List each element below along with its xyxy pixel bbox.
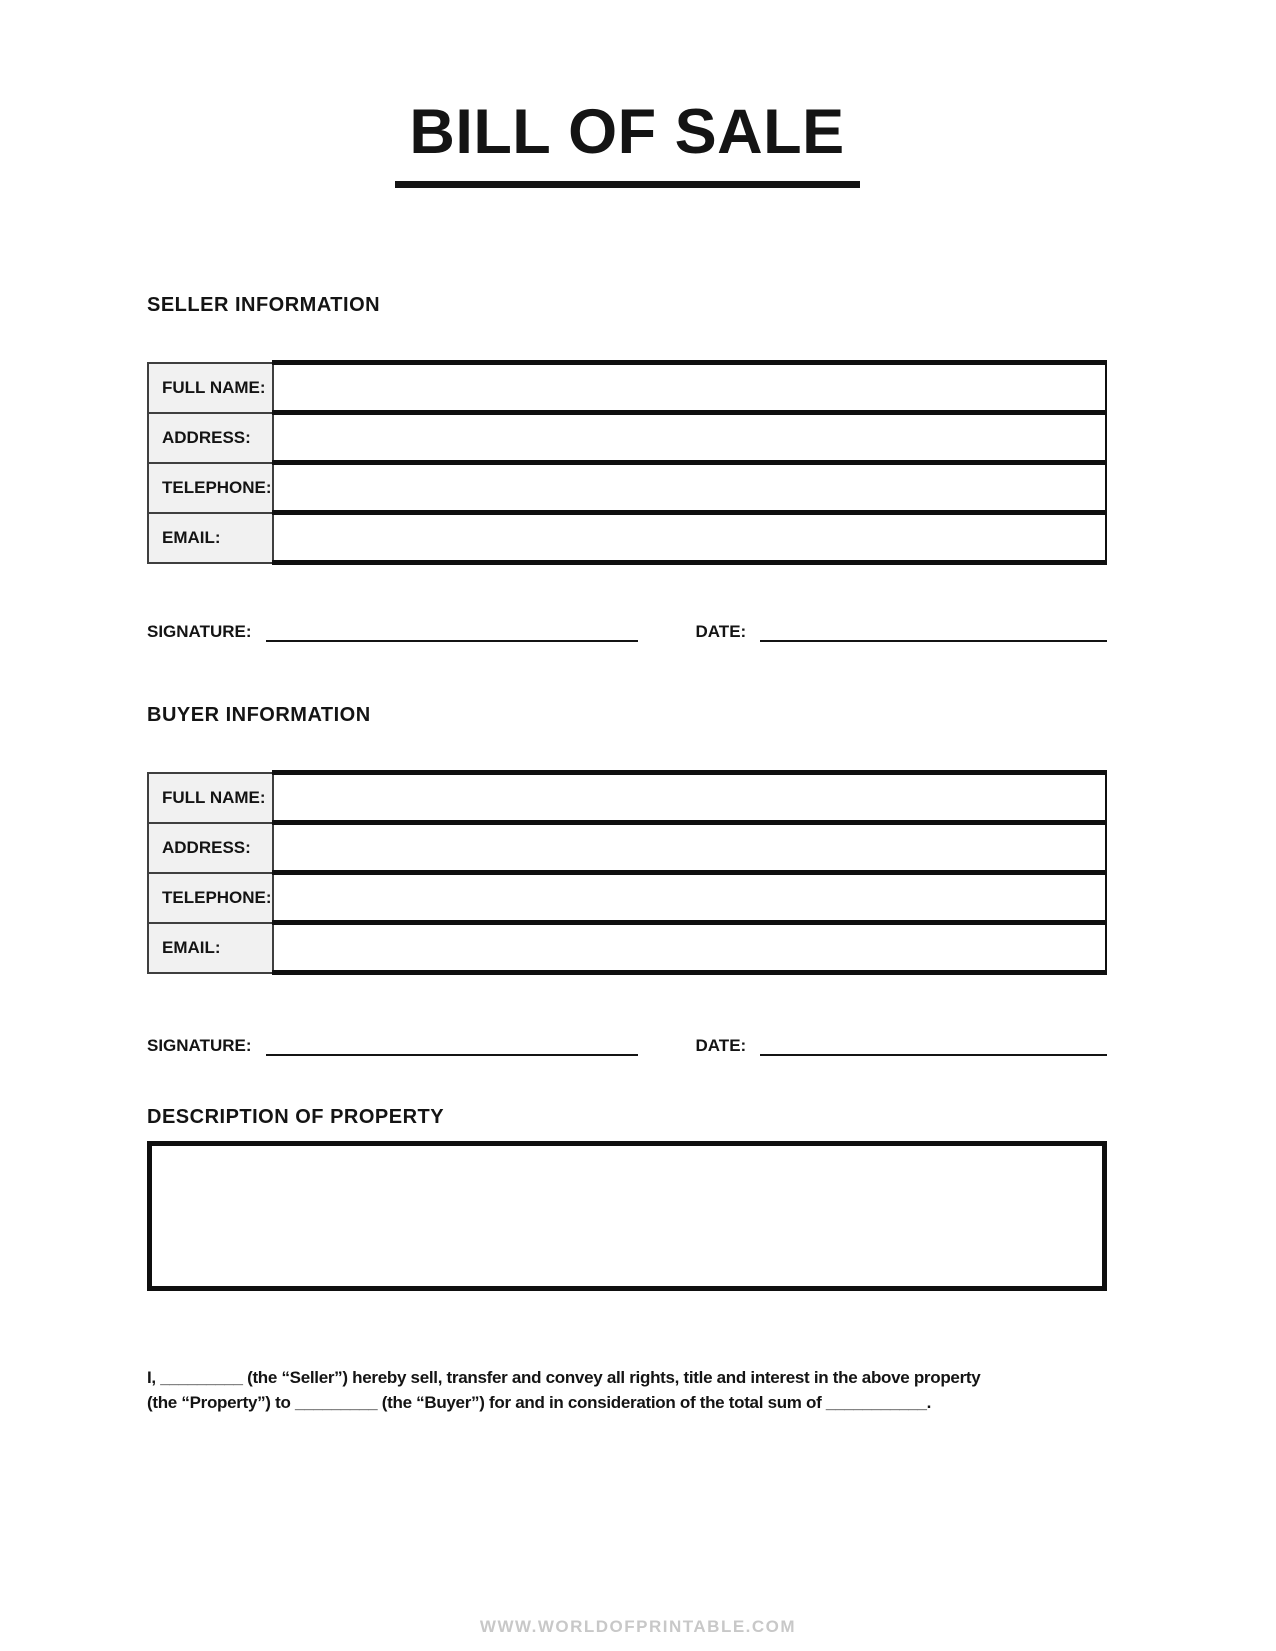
- seller-address-field[interactable]: [273, 413, 1106, 463]
- property-description-box[interactable]: [147, 1141, 1107, 1291]
- table-row: [148, 923, 1106, 973]
- buyer-date-line[interactable]: [760, 1035, 1107, 1056]
- buyer-email-field[interactable]: [273, 923, 1106, 973]
- buyer-signature-row: [147, 1035, 1107, 1056]
- legal-clause: [147, 1365, 1107, 1415]
- table-row: [148, 463, 1106, 513]
- seller-section-heading: SELLER INFORMATION: [147, 294, 381, 316]
- seller-email-field[interactable]: [273, 513, 1106, 563]
- buyer-full-name-label: FULL NAME:: [148, 773, 273, 823]
- seller-section: [147, 188, 1107, 642]
- table-row: [148, 873, 1106, 923]
- title-underline: [395, 181, 860, 188]
- buyer-email-label: EMAIL:: [148, 923, 273, 973]
- buyer-signature-line[interactable]: [266, 1035, 638, 1056]
- seller-signature-row: [147, 621, 1107, 642]
- buyer-signature-label: SIGNATURE:: [147, 1036, 252, 1055]
- buyer-info-table: [147, 770, 1107, 975]
- seller-date-label: DATE:: [695, 622, 747, 641]
- buyer-full-name-field[interactable]: [273, 773, 1106, 823]
- seller-address-label: ADDRESS:: [148, 413, 273, 463]
- seller-telephone-field[interactable]: [273, 463, 1106, 513]
- seller-signature-line[interactable]: [266, 621, 638, 642]
- buyer-address-label: ADDRESS:: [148, 823, 273, 873]
- seller-info-table: [147, 360, 1107, 565]
- buyer-section-heading: BUYER INFORMATION: [147, 704, 371, 726]
- buyer-telephone-label: TELEPHONE:: [148, 873, 273, 923]
- buyer-section: [147, 642, 1107, 1056]
- footer-url: WWW.WORLDOFPRINTABLE.COM: [479, 1617, 797, 1636]
- property-section: [147, 1056, 1107, 1291]
- table-row: [148, 513, 1106, 563]
- seller-email-label: EMAIL:: [148, 513, 273, 563]
- page-title: BILL OF SALE: [409, 97, 845, 167]
- legal-clause-line-1: I, _________ (the “Seller”) hereby sell, transfer and convey all rights, title and interest in the above property: [147, 1368, 981, 1387]
- buyer-date-label: DATE:: [695, 1036, 747, 1055]
- table-row: [148, 363, 1106, 413]
- property-section-heading: DESCRIPTION OF PROPERTY: [147, 1106, 445, 1128]
- seller-signature-label: SIGNATURE:: [147, 622, 252, 641]
- table-row: [148, 823, 1106, 873]
- seller-full-name-label: FULL NAME:: [148, 363, 273, 413]
- seller-date-line[interactable]: [760, 621, 1107, 642]
- table-row: [148, 773, 1106, 823]
- table-row: [148, 413, 1106, 463]
- buyer-telephone-field[interactable]: [273, 873, 1106, 923]
- buyer-address-field[interactable]: [273, 823, 1106, 873]
- seller-telephone-label: TELEPHONE:: [148, 463, 273, 513]
- seller-full-name-field[interactable]: [273, 363, 1106, 413]
- legal-clause-line-2: (the “Property”) to _________ (the “Buyer”) for and in consideration of the total sum of ___________.: [147, 1393, 932, 1412]
